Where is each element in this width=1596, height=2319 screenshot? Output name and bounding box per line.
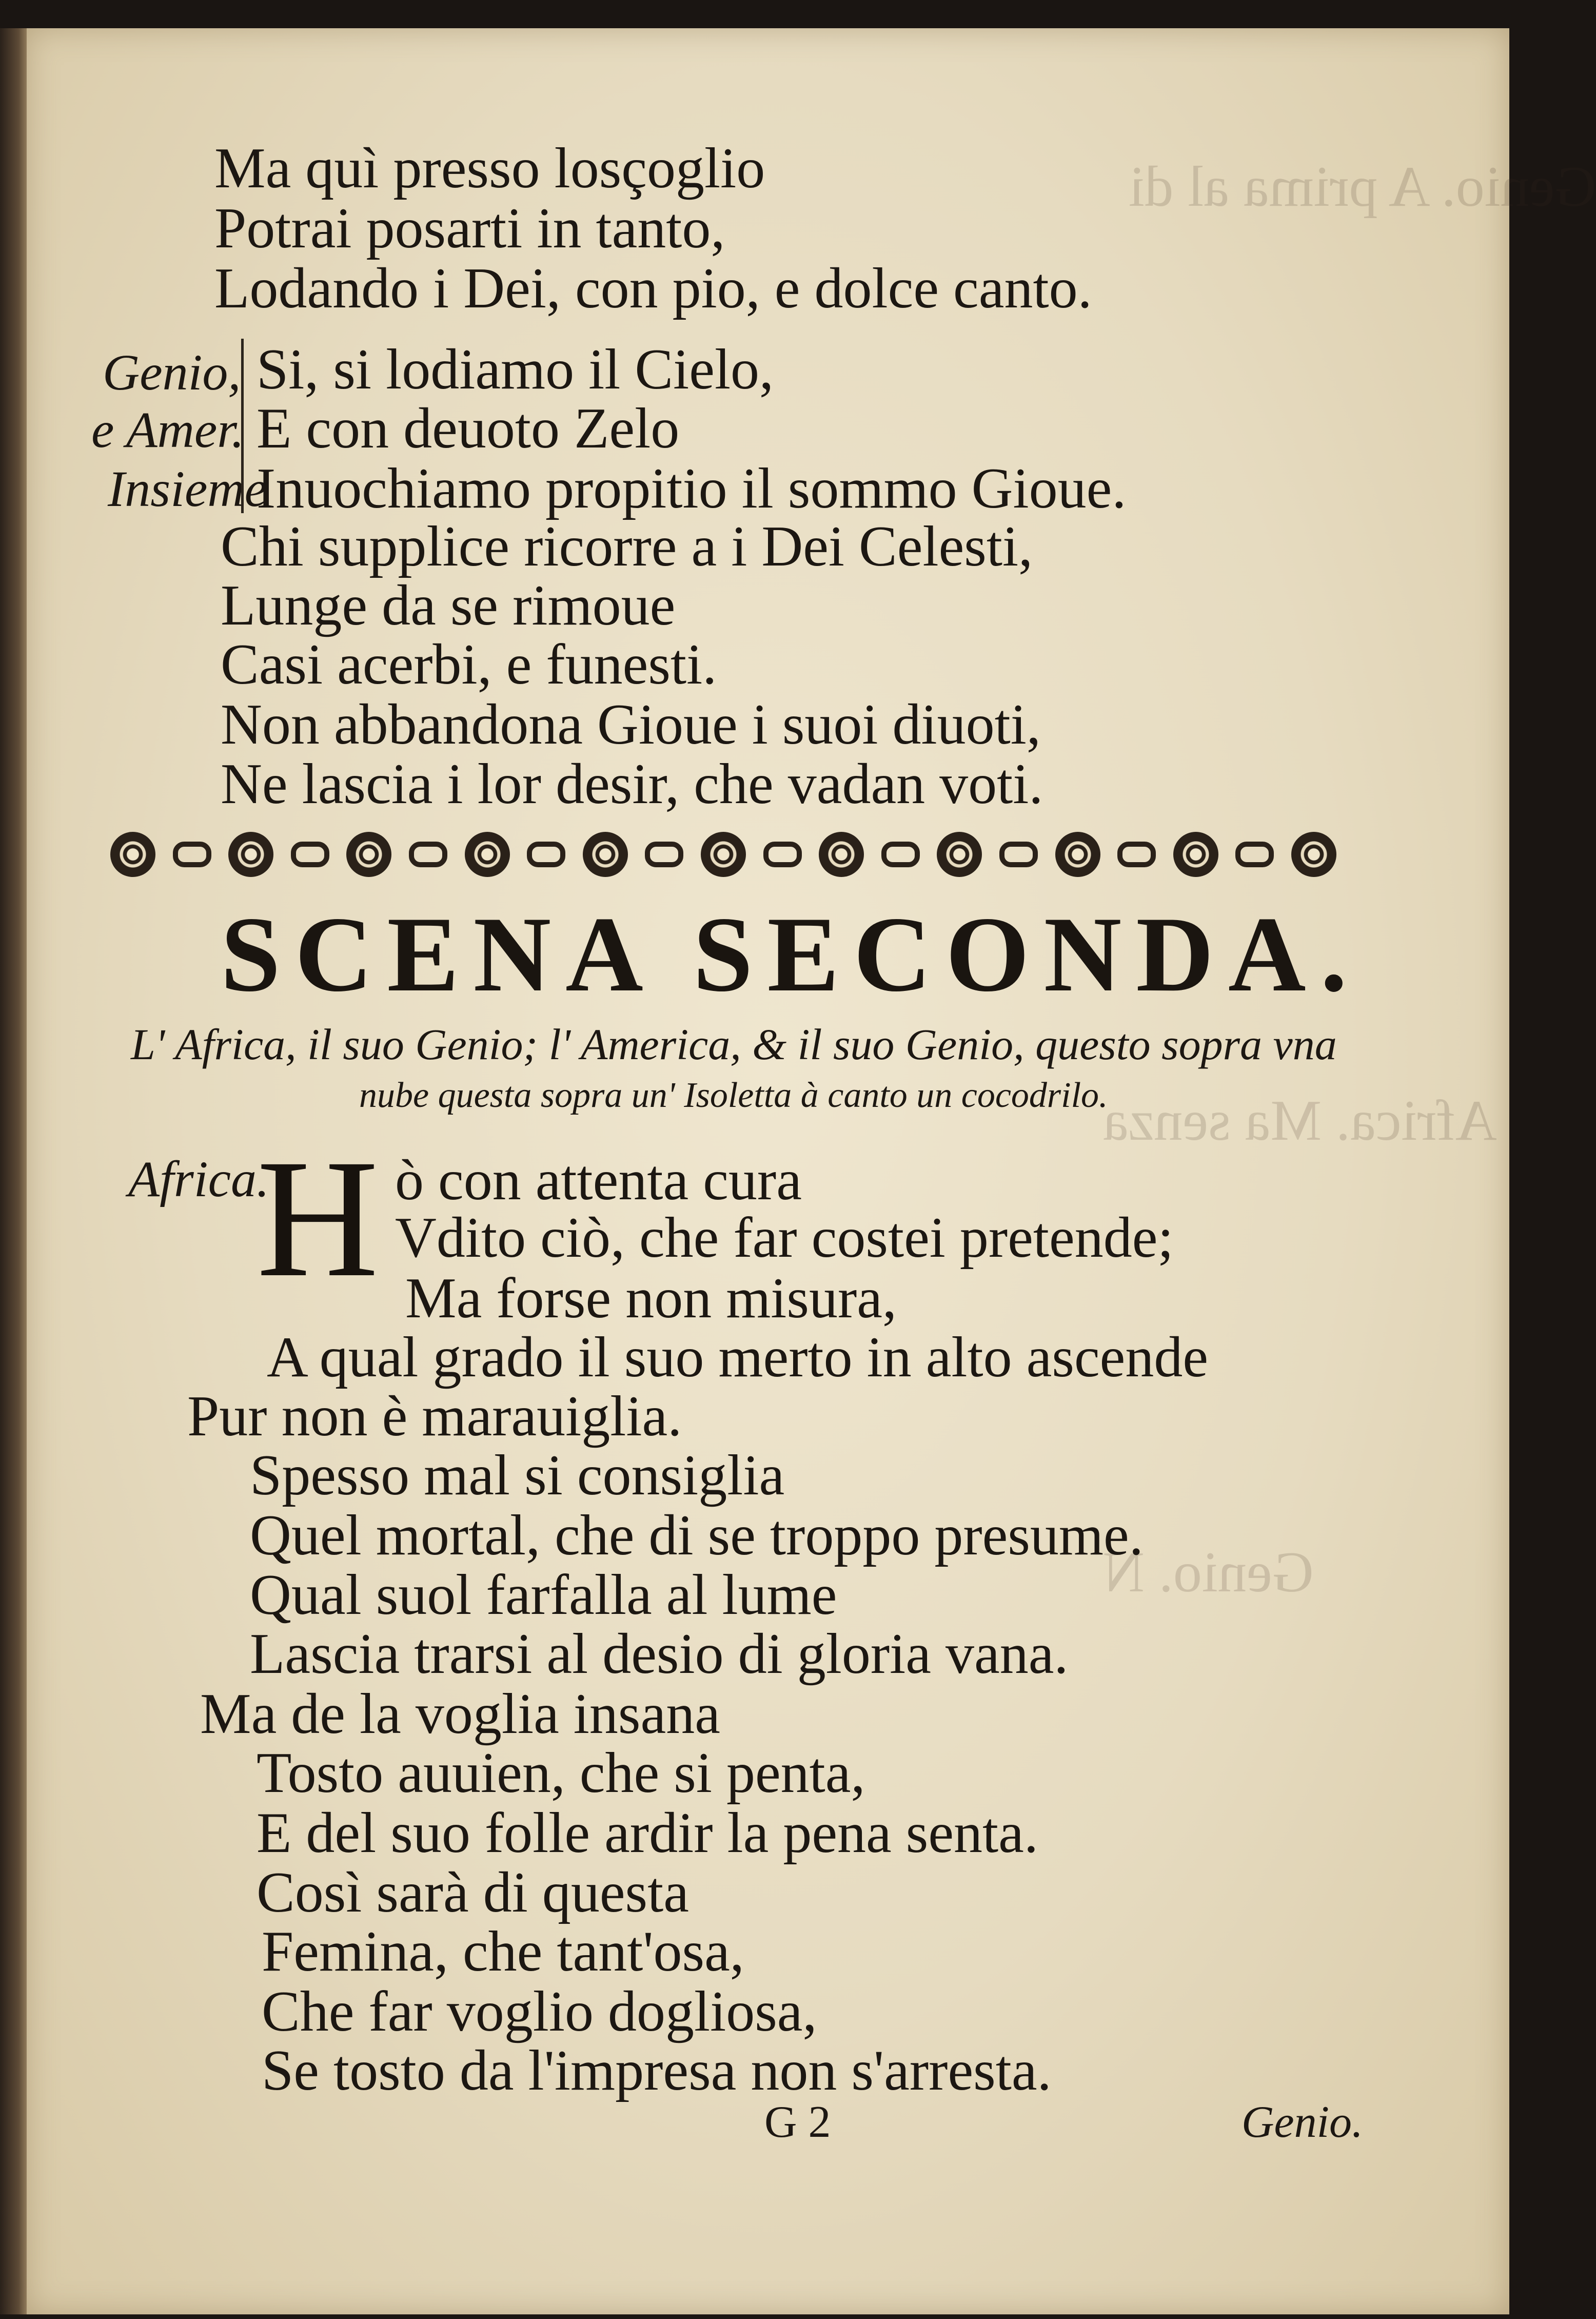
ornament-rosette-icon bbox=[346, 832, 391, 877]
ornament-rosette-icon bbox=[465, 832, 510, 877]
stage-direction: L' Africa, il suo Genio; l' America, & il suo Genio, questo sopra vna bbox=[131, 1020, 1337, 1069]
verse-line: Si, si lodiamo il Cielo, bbox=[257, 338, 774, 401]
ornament-rosette-icon bbox=[110, 832, 155, 877]
ornament-band bbox=[110, 821, 1336, 888]
ornament-scroll-icon bbox=[409, 842, 447, 867]
verse-line: Quel mortal, che di se troppo presume. bbox=[250, 1504, 1144, 1567]
verse-line: Ma quì presso losçoglio bbox=[214, 137, 765, 200]
ornament-rosette-icon bbox=[583, 832, 628, 877]
verse-line: Qual suol farfalla al lume bbox=[250, 1563, 837, 1627]
verse-line: Ma de la voglia insana bbox=[200, 1682, 720, 1746]
ornament-scroll-icon bbox=[173, 842, 211, 867]
verse-line: Vdito ciò, che far costei pretende; bbox=[395, 1206, 1174, 1270]
verse-line: Lunge da se rimoue bbox=[221, 574, 676, 637]
speaker-label: Africa. bbox=[128, 1151, 269, 1207]
stage-direction: nube questa sopra un' Isoletta à canto un cocodrilo. bbox=[359, 1076, 1108, 1115]
speaker-label: Genio, bbox=[103, 344, 241, 401]
ornament-rosette-icon bbox=[1291, 832, 1336, 877]
verse-line: ò con attenta cura bbox=[395, 1148, 802, 1212]
speaker-brace bbox=[241, 339, 244, 513]
ornament-rosette-icon bbox=[1055, 832, 1100, 877]
bleed-through-text: Genio. A prima al di bbox=[1129, 155, 1596, 219]
ornament-scroll-icon bbox=[527, 842, 565, 867]
bleed-through-text: Africa. Ma senza bbox=[1103, 1089, 1498, 1153]
verse-line: Potrai posarti in tanto, bbox=[214, 197, 725, 260]
ornament-scroll-icon bbox=[999, 842, 1038, 867]
verse-line: Non abbandona Gioue i suoi diuoti, bbox=[221, 693, 1041, 756]
ornament-scroll-icon bbox=[1117, 842, 1156, 867]
speaker-label: Insieme bbox=[108, 460, 267, 517]
verse-line: Lodando i Dei, con pio, e dolce canto. bbox=[214, 257, 1092, 320]
ornament-scroll-icon bbox=[291, 842, 329, 867]
drop-cap: H bbox=[257, 1125, 379, 1312]
verse-line: Se tosto da l'impresa non s'arresta. bbox=[262, 2039, 1052, 2102]
ornament-scroll-icon bbox=[645, 842, 683, 867]
bleed-through-text: Genio. N bbox=[1103, 1541, 1314, 1604]
verse-line: Ne lascia i lor desir, che vadan voti. bbox=[221, 752, 1043, 816]
verse-line: Ma forse non misura, bbox=[405, 1266, 897, 1330]
ornament-rosette-icon bbox=[819, 832, 864, 877]
ornament-rosette-icon bbox=[1173, 832, 1218, 877]
ornament-scroll-icon bbox=[881, 842, 920, 867]
ornament-scroll-icon bbox=[763, 842, 802, 867]
ornament-rosette-icon bbox=[701, 832, 746, 877]
verse-line: Che far voglio dogliosa, bbox=[262, 1980, 817, 2043]
verse-line: Lascia trarsi al desio di gloria vana. bbox=[250, 1622, 1069, 1686]
signature-mark: G 2 bbox=[764, 2097, 831, 2147]
verse-line: E con deuoto Zelo bbox=[257, 397, 680, 460]
verse-line: Inuochiamo propitio il sommo Gioue. bbox=[257, 457, 1127, 520]
verse-line: Femina, che tant'osa, bbox=[262, 1920, 744, 1983]
verse-line: Spesso mal si consiglia bbox=[250, 1444, 785, 1507]
ornament-scroll-icon bbox=[1235, 842, 1274, 867]
verse-line: Pur non è marauiglia. bbox=[187, 1385, 682, 1448]
speaker-label: e Amer. bbox=[91, 401, 245, 458]
verse-line: E del suo folle ardir la pena senta. bbox=[257, 1801, 1038, 1865]
ornament-rosette-icon bbox=[228, 832, 273, 877]
verse-line: Così sarà di questa bbox=[257, 1861, 689, 1924]
catchword: Genio. bbox=[1242, 2097, 1364, 2147]
verse-line: Chi supplice ricorre a i Dei Celesti, bbox=[221, 515, 1033, 578]
verse-line: A qual grado il suo merto in alto ascende bbox=[267, 1326, 1209, 1389]
ornament-rosette-icon bbox=[937, 832, 982, 877]
verse-line: Casi acerbi, e funesti. bbox=[221, 633, 717, 696]
scene-title: SCENA SECONDA. bbox=[221, 895, 1362, 1014]
book-gutter bbox=[0, 28, 31, 2314]
verse-line: Tosto auuien, che si penta, bbox=[257, 1741, 865, 1805]
